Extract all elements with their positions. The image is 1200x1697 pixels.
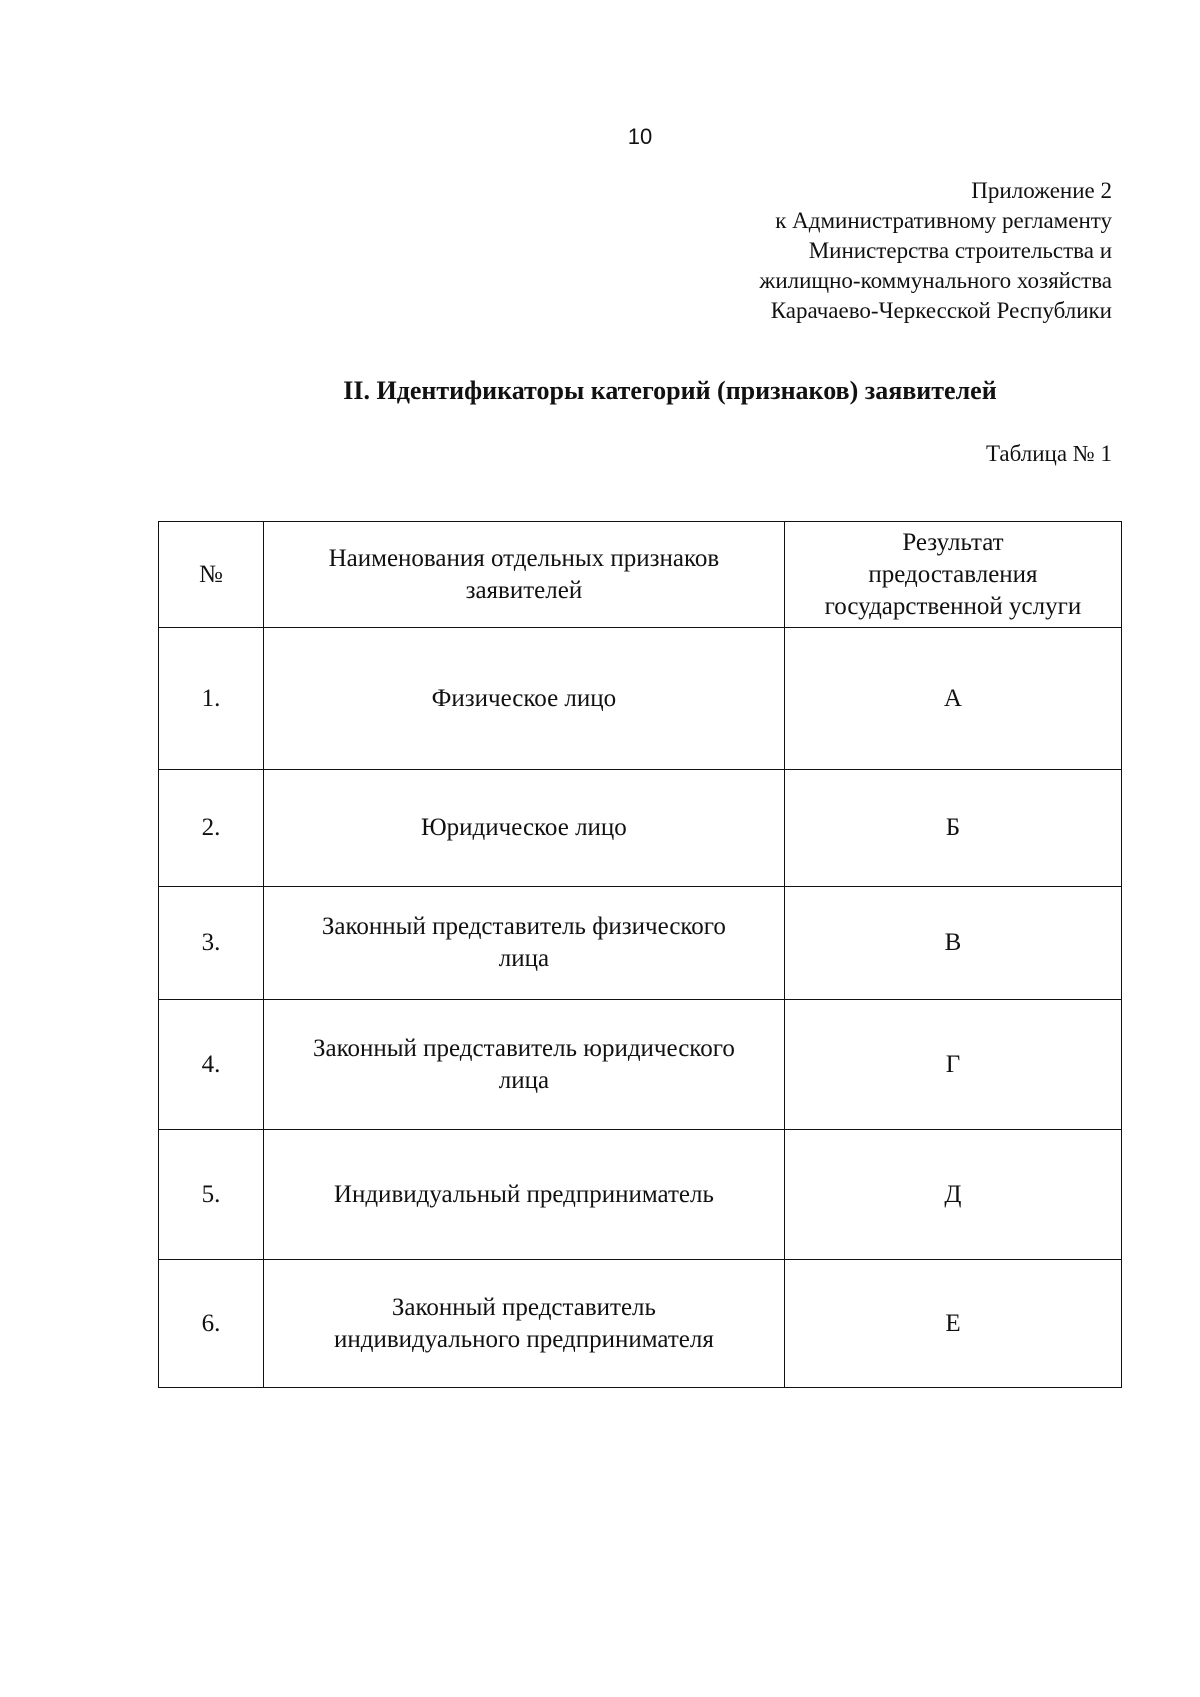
row-result: Д [784, 1130, 1121, 1260]
table-row [159, 1130, 1122, 1260]
header-name-line: Наименования отдельных признаков [328, 544, 720, 572]
page-number: 10 [627, 124, 653, 149]
appendix-line: к Административному регламенту [775, 208, 1112, 233]
row-num: 2. [159, 770, 264, 887]
header-result [784, 522, 1121, 628]
identifiers-table [158, 521, 1122, 1388]
row-name-line: Юридическое лицо [420, 814, 627, 841]
row-result: В [784, 887, 1121, 1000]
row-name [263, 1130, 784, 1260]
header-result-line: предоставления [868, 560, 1038, 588]
section-title: II. Идентификаторы категорий (признаков) заявителей [343, 376, 997, 405]
row-num: 3. [159, 887, 264, 1000]
row-name-line: лица [498, 945, 550, 972]
row-name-line: Законный представитель юридического [312, 1034, 735, 1062]
table-row [159, 628, 1122, 770]
row-name-line: Законный представитель физического [321, 913, 726, 940]
row-num: 6. [159, 1260, 264, 1388]
row-result: Б [784, 770, 1121, 887]
header-num: № [159, 522, 264, 628]
table-row [159, 1260, 1122, 1388]
row-name [263, 628, 784, 770]
appendix-line: Приложение 2 [971, 178, 1112, 203]
row-result: Е [784, 1260, 1121, 1388]
row-name-line: индивидуального предпринимателя [333, 1325, 714, 1353]
appendix-line: жилищно-коммунального хозяйства [759, 268, 1112, 293]
row-name [263, 770, 784, 887]
row-name-line: Законный представитель [391, 1293, 656, 1321]
row-num: 5. [159, 1130, 264, 1260]
table-row [159, 770, 1122, 887]
appendix-line: Карачаево-Черкесской Республики [770, 298, 1112, 323]
row-name [263, 1000, 784, 1130]
table-row [159, 887, 1122, 1000]
table-row [159, 1000, 1122, 1130]
row-name-line: Физическое лицо [431, 684, 617, 712]
header-result-line: Результат [902, 528, 1004, 556]
header-name-line: заявителей [465, 576, 583, 604]
row-name-line: Индивидуальный предприниматель [333, 1180, 714, 1208]
header-result-line: государственной услуги [824, 592, 1082, 620]
row-num: 4. [159, 1000, 264, 1130]
table-caption: Таблица № 1 [985, 441, 1112, 466]
row-name-line: лица [498, 1066, 550, 1094]
row-name [263, 1260, 784, 1388]
row-result: А [784, 628, 1121, 770]
table-header-row [159, 522, 1122, 628]
appendix-line: Министерства строительства и [808, 238, 1112, 263]
row-num: 1. [159, 628, 264, 770]
row-result: Г [784, 1000, 1121, 1130]
header-name [263, 522, 784, 628]
row-name [263, 887, 784, 1000]
appendix-reference [759, 176, 1112, 326]
